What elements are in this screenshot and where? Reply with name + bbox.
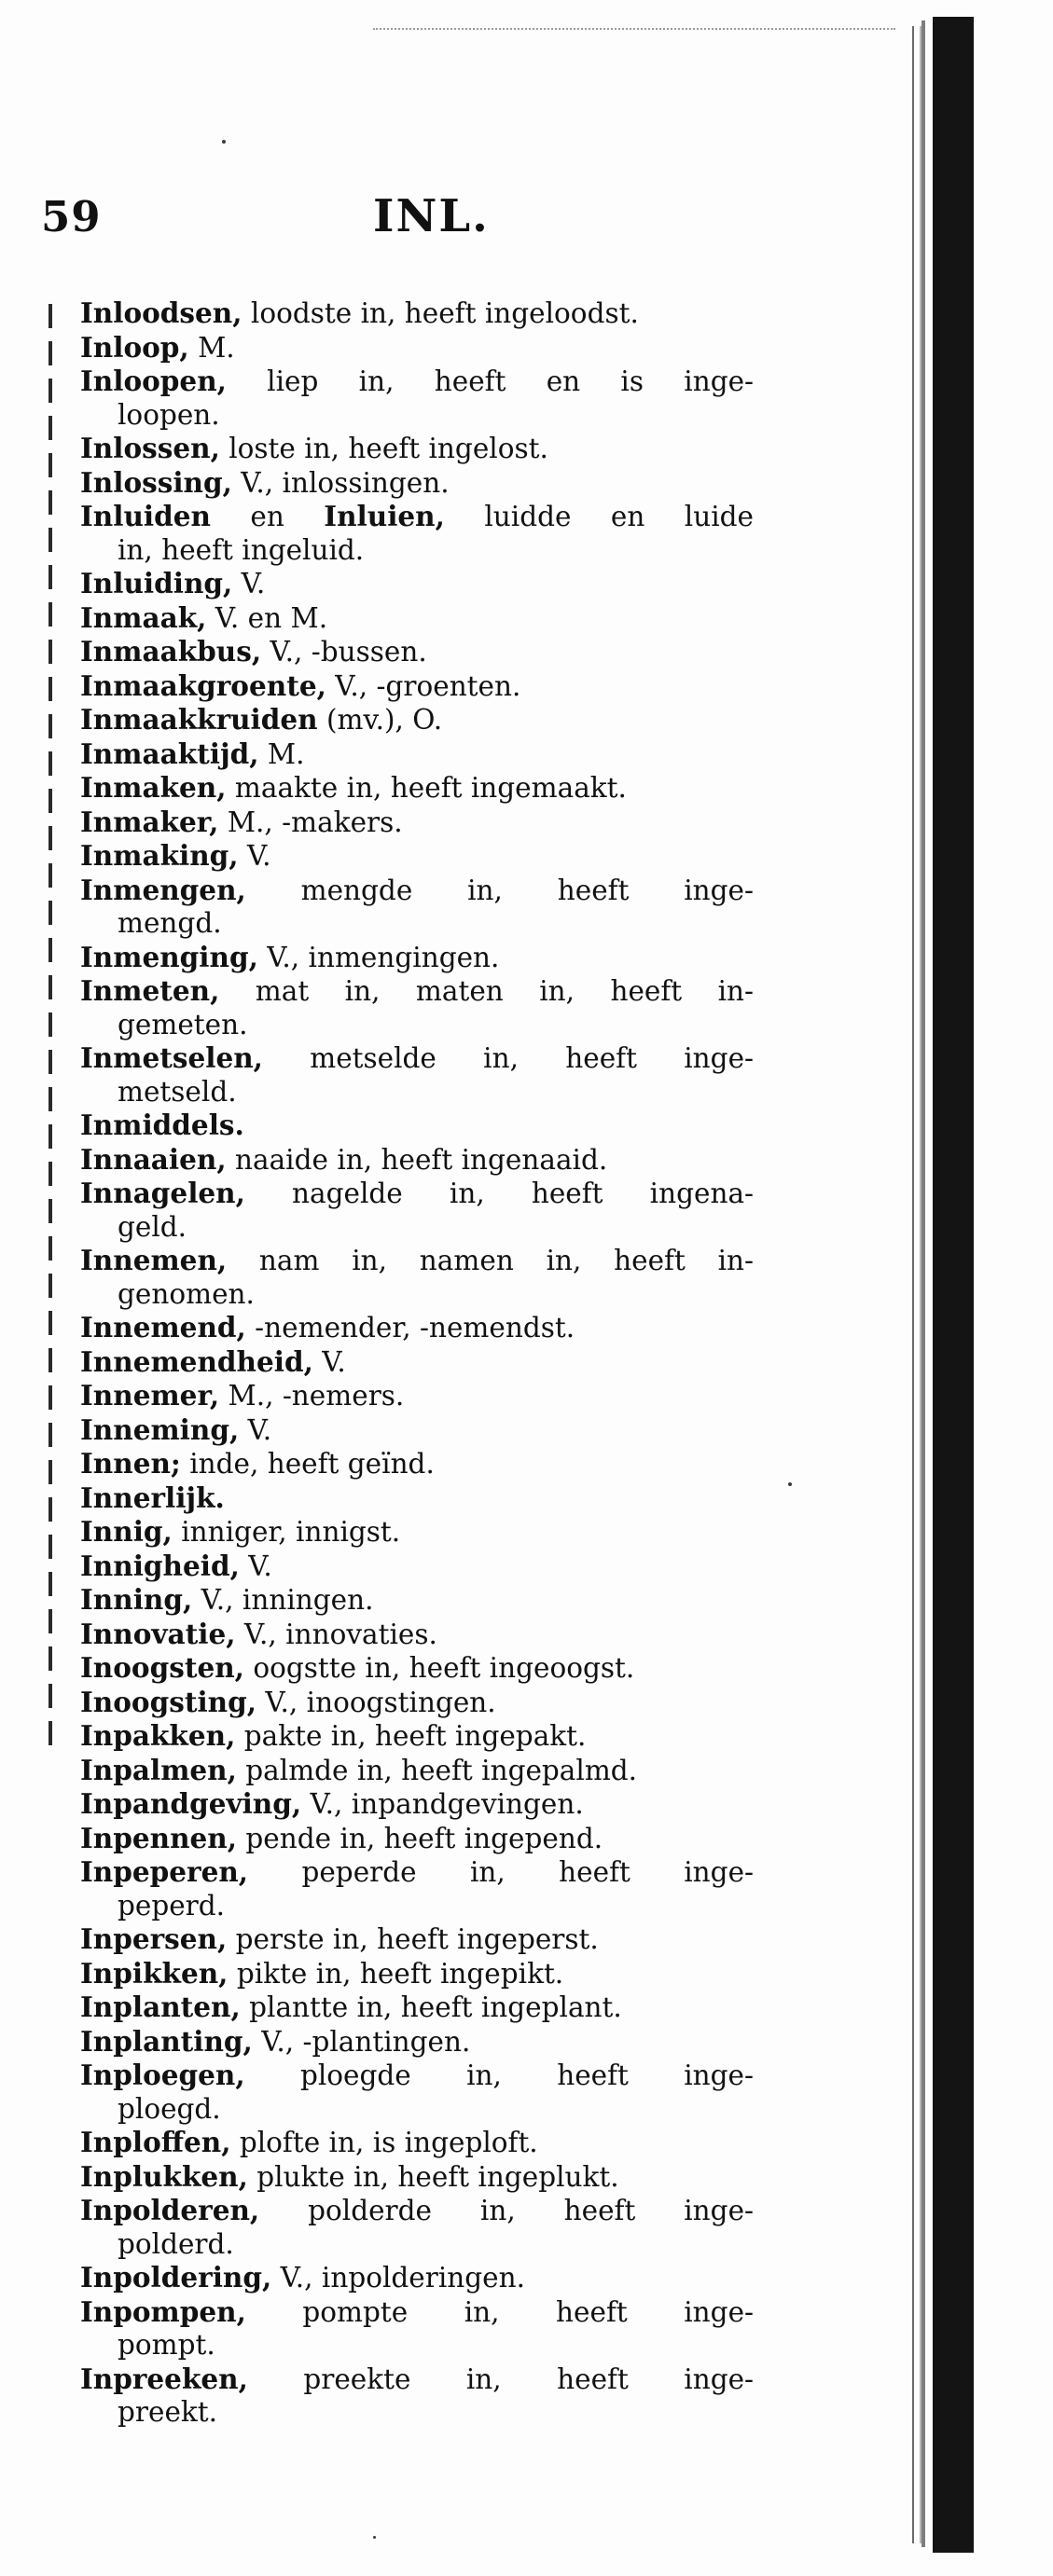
entry-headword: Inpompen, xyxy=(80,2294,246,2328)
entry-definition: geld. xyxy=(118,1210,187,1243)
entry-headword: Innemen, xyxy=(80,1244,228,1276)
entry-headword: Inmenging, xyxy=(80,940,258,973)
entry-line xyxy=(80,296,754,331)
entry-headword: Inpennen, xyxy=(80,1821,238,1854)
entry-headword: Inneming, xyxy=(80,1412,240,1446)
entry-continuation xyxy=(80,1278,754,1312)
entry-definition: perste in, heeft ingeperst. xyxy=(227,1923,599,1955)
dictionary-entry xyxy=(80,1311,754,1345)
entry-headword: Inpikken, xyxy=(80,1956,229,1990)
entry-line xyxy=(80,2194,754,2228)
entry-definition: luidde en luide xyxy=(444,501,754,532)
dictionary-entry xyxy=(80,1822,754,1856)
entry-line xyxy=(80,1787,754,1822)
dictionary-entry xyxy=(80,1651,754,1686)
entry-line xyxy=(80,703,754,737)
entry-definition: nagelde in, heeft ingena- xyxy=(244,1178,754,1209)
entry-definition: inniger, innigst. xyxy=(172,1516,401,1548)
dictionary-entry xyxy=(80,941,754,975)
dictionary-entry xyxy=(80,1109,754,1143)
entry-line xyxy=(80,2025,754,2059)
dictionary-entry xyxy=(80,331,754,365)
entry-headword: Innemend, xyxy=(80,1311,246,1343)
entry-line xyxy=(80,1550,754,1584)
dictionary-entry xyxy=(80,1957,754,1991)
entry-line xyxy=(80,2261,754,2295)
dictionary-entry xyxy=(80,1787,754,1822)
entry-continuation xyxy=(80,399,754,433)
dictionary-entry xyxy=(80,2362,754,2430)
entry-line xyxy=(80,466,754,501)
entry-line xyxy=(80,1754,754,1788)
entry-headword: Inmeten, xyxy=(80,974,220,1007)
entry-definition: pende in, heeft ingepend. xyxy=(237,1822,603,1854)
dictionary-entry xyxy=(80,2295,754,2362)
entry-line xyxy=(80,567,754,601)
entry-definition: mat in, maten in, heeft in- xyxy=(219,975,754,1007)
entry-headword: Inoogsten, xyxy=(80,1651,244,1684)
dictionary-entry xyxy=(80,1481,754,1516)
dictionary-entry xyxy=(80,500,754,567)
entry-line xyxy=(80,839,754,874)
entry-definition: V., -groenten. xyxy=(326,669,521,702)
dictionary-entry xyxy=(80,1447,754,1481)
dictionary-entry xyxy=(80,2059,754,2126)
entry-headword: Inploffen, xyxy=(80,2126,231,2158)
entry-conjunction: en xyxy=(210,501,325,532)
entry-continuation xyxy=(80,2093,754,2127)
dictionary-entry xyxy=(80,1515,754,1550)
entry-line xyxy=(80,1447,754,1481)
entry-definition: V., inoogstingen. xyxy=(256,1686,496,1718)
entry-definition: naaide in, heeft ingenaaid. xyxy=(226,1143,608,1176)
entry-line xyxy=(80,500,754,534)
entry-line xyxy=(80,737,754,772)
entry-line xyxy=(80,1991,754,2025)
entry-line xyxy=(80,1618,754,1652)
dictionary-entry xyxy=(80,1379,754,1413)
entry-headword: Innemer, xyxy=(80,1379,220,1412)
entry-line xyxy=(80,1481,754,1516)
entry-continuation xyxy=(80,2228,754,2262)
entry-continuation xyxy=(80,907,754,941)
dictionary-entry xyxy=(80,567,754,601)
entry-line xyxy=(80,1379,754,1413)
entry-definition: liep in, heeft en is inge- xyxy=(226,365,754,397)
dictionary-entry xyxy=(80,601,754,636)
entry-continuation xyxy=(80,1009,754,1042)
dictionary-entry xyxy=(80,296,754,331)
entry-headword: Inloodsen, xyxy=(80,296,242,329)
entry-definition: metseld. xyxy=(118,1075,237,1108)
dictionary-entry xyxy=(80,1583,754,1618)
entry-definition: loste in, heeft ingelost. xyxy=(219,433,548,464)
entry-definition: peperd. xyxy=(118,1889,226,1922)
entry-line xyxy=(80,1855,754,1890)
entry-line xyxy=(80,1686,754,1720)
page-number: 59 xyxy=(41,192,102,241)
book-spine-shadow xyxy=(933,17,974,2553)
entry-definition: metselde in, heeft inge- xyxy=(262,1042,754,1074)
entry-headword: Innovatie, xyxy=(80,1617,236,1650)
entry-definition: (mv.), O. xyxy=(317,704,443,736)
ink-speck xyxy=(788,1482,792,1486)
entry-definition: V. xyxy=(238,840,271,872)
entry-headword: Innaaien, xyxy=(80,1142,227,1176)
entry-definition: V., -plantingen. xyxy=(252,2025,471,2058)
entry-line xyxy=(80,1345,754,1380)
entry-headword: Inplanten, xyxy=(80,1991,241,2023)
entry-definition: maakte in, heeft ingemaakt. xyxy=(226,772,627,804)
entry-line xyxy=(80,1515,754,1550)
entry-headword: Inmaaktijd, xyxy=(80,737,259,770)
entry-headword: Inplukken, xyxy=(80,2159,248,2193)
dictionary-entry xyxy=(80,432,754,466)
dictionary-entry xyxy=(80,1244,754,1311)
entry-definition: V. xyxy=(239,1413,272,1446)
entry-definition: V., innovaties. xyxy=(235,1618,437,1650)
entry-continuation xyxy=(80,1076,754,1109)
entry-definition: V., -bussen. xyxy=(261,636,427,668)
entry-definition: pakte in, heeft ingepakt. xyxy=(235,1720,587,1752)
entry-headword: Inlossen, xyxy=(80,432,220,464)
entry-line xyxy=(80,432,754,466)
entry-headword: Inpandgeving, xyxy=(80,1787,302,1820)
dictionary-entry xyxy=(80,2261,754,2295)
entry-definition: genomen. xyxy=(118,1277,255,1310)
dictionary-entry xyxy=(80,1177,754,1244)
entry-line xyxy=(80,1822,754,1856)
dictionary-entry xyxy=(80,2126,754,2160)
dictionary-entry xyxy=(80,1686,754,1720)
dictionary-entry xyxy=(80,974,754,1041)
entry-line xyxy=(80,771,754,806)
entry-definition: oogstte in, heeft ingeoogst. xyxy=(243,1652,635,1684)
dictionary-entry-list xyxy=(80,296,754,2430)
entry-line xyxy=(80,874,754,908)
entry-line xyxy=(80,2160,754,2195)
entry-headword: Inpalmen, xyxy=(80,1753,237,1786)
entry-definition: peperde in, heeft inge- xyxy=(248,1856,754,1888)
entry-definition: V. xyxy=(232,568,266,599)
entry-line xyxy=(80,2295,754,2330)
entry-definition: plantte in, heeft ingeplant. xyxy=(240,1991,622,2023)
entry-line xyxy=(80,1109,754,1143)
dictionary-entry xyxy=(80,1754,754,1788)
entry-definition: polderd. xyxy=(118,2227,234,2260)
entry-headword: Innigheid, xyxy=(80,1549,240,1582)
entry-headword: Inploegen, xyxy=(80,2059,245,2091)
entry-definition: mengde in, heeft inge- xyxy=(245,874,754,906)
entry-headword: Inluiding, xyxy=(80,567,233,599)
entry-definition: -nemender, -nemendst. xyxy=(245,1312,575,1343)
entry-definition: loodste in, heeft ingeloodst. xyxy=(242,297,639,329)
entry-definition: in, heeft ingeluid. xyxy=(118,533,365,566)
entry-headword: Inmaker, xyxy=(80,805,219,838)
entry-definition: V. en M. xyxy=(206,601,328,634)
entry-definition: V., inpolderingen. xyxy=(271,2262,526,2294)
entry-definition: V. xyxy=(239,1550,272,1582)
entry-definition: gemeten. xyxy=(118,1008,248,1040)
entry-definition: V., inmengingen. xyxy=(257,941,500,973)
entry-headword: Innen; xyxy=(80,1447,181,1480)
entry-continuation xyxy=(80,534,754,568)
dictionary-entry xyxy=(80,806,754,840)
entry-continuation xyxy=(80,2329,754,2362)
entry-definition: inde, heeft geïnd. xyxy=(180,1448,435,1480)
ink-speck xyxy=(373,2536,376,2539)
entry-line xyxy=(80,1041,754,1076)
entry-headword: Innerlijk. xyxy=(80,1481,225,1514)
entry-line xyxy=(80,1583,754,1618)
dictionary-entry xyxy=(80,2025,754,2059)
entry-line xyxy=(80,2362,754,2397)
entry-line xyxy=(80,1311,754,1345)
entry-definition: pompt. xyxy=(118,2329,215,2361)
top-edge-rule xyxy=(373,28,895,30)
entry-line xyxy=(80,1651,754,1686)
entry-headword: Inplanting, xyxy=(80,2024,253,2058)
entry-continuation xyxy=(80,1211,754,1245)
entry-line xyxy=(80,365,754,399)
dictionary-entry xyxy=(80,1618,754,1652)
entry-headword: Inmaking, xyxy=(80,839,239,872)
entry-headword: Inning, xyxy=(80,1583,193,1616)
entry-definition: mengd. xyxy=(118,907,222,939)
entry-headword: Inmengen, xyxy=(80,873,246,906)
entry-line xyxy=(80,635,754,669)
dictionary-entry xyxy=(80,1991,754,2025)
entry-headword: Innemendheid, xyxy=(80,1344,313,1378)
entry-definition: M. xyxy=(258,737,305,770)
entry-line xyxy=(80,601,754,636)
entry-definition: palmde in, heeft ingepalmd. xyxy=(236,1754,638,1786)
entry-line xyxy=(80,2126,754,2160)
entry-line xyxy=(80,941,754,975)
entry-headword: Inoogsting, xyxy=(80,1685,257,1718)
entry-definition: V., inlossingen. xyxy=(231,466,450,499)
margin-rule-marks xyxy=(48,304,52,1758)
entry-headword: Inpolderen, xyxy=(80,2194,260,2226)
entry-headword: Inlossing, xyxy=(80,465,232,499)
entry-headword: Inpoldering, xyxy=(80,2261,272,2294)
dictionary-entry xyxy=(80,635,754,669)
dictionary-entry xyxy=(80,839,754,874)
entry-headword: Inmaak, xyxy=(80,600,207,634)
entry-definition: plukte in, heeft ingeplukt. xyxy=(247,2160,619,2193)
entry-definition: M., -makers. xyxy=(218,806,403,838)
entry-line xyxy=(80,806,754,840)
dictionary-entry xyxy=(80,1041,754,1109)
entry-definition: pompte in, heeft inge- xyxy=(245,2295,754,2328)
dictionary-entry xyxy=(80,703,754,737)
dictionary-entry xyxy=(80,365,754,432)
entry-definition: M., -nemers. xyxy=(219,1380,405,1412)
entry-line xyxy=(80,1177,754,1211)
entry-headword: Inmetselen, xyxy=(80,1041,263,1074)
dictionary-entry xyxy=(80,874,754,941)
dictionary-entry xyxy=(80,737,754,772)
entry-definition: loopen. xyxy=(118,398,220,431)
entry-line xyxy=(80,331,754,365)
dictionary-entry xyxy=(80,771,754,806)
book-spine-edge xyxy=(912,26,921,2543)
entry-continuation xyxy=(80,1890,754,1923)
entry-line xyxy=(80,1922,754,1957)
entry-definition: preekte in, heeft inge- xyxy=(247,2362,754,2395)
entry-line xyxy=(80,1413,754,1448)
entry-definition: plofte in, is ingeploft. xyxy=(230,2127,538,2158)
entry-headword: Inmaakkruiden xyxy=(80,703,318,736)
dictionary-entry xyxy=(80,1855,754,1922)
running-header: INL. xyxy=(373,190,490,242)
entry-headword: Innagelen, xyxy=(80,1177,245,1209)
dictionary-entry xyxy=(80,1143,754,1178)
entry-line xyxy=(80,1719,754,1754)
entry-continuation xyxy=(80,2396,754,2430)
entry-headword-alt: Inluien, xyxy=(324,500,445,532)
entry-headword: Inloop, xyxy=(80,330,189,364)
entry-headword: Inluiden xyxy=(80,500,211,532)
book-spine-edge-inner xyxy=(921,21,925,2547)
entry-definition: V., inningen. xyxy=(192,1584,374,1616)
entry-line xyxy=(80,669,754,704)
dictionary-entry xyxy=(80,2194,754,2261)
dictionary-entry xyxy=(80,1345,754,1380)
entry-line xyxy=(80,974,754,1009)
dictionary-entry xyxy=(80,466,754,501)
entry-line xyxy=(80,2059,754,2093)
entry-definition: ploegde in, heeft inge- xyxy=(244,2059,754,2091)
ink-speck xyxy=(222,140,226,144)
dictionary-entry xyxy=(80,1413,754,1448)
entry-definition: preekt. xyxy=(118,2396,218,2428)
entry-headword: Inpreeken, xyxy=(80,2362,248,2395)
entry-headword: Inpersen, xyxy=(80,1922,228,1955)
dictionary-entry xyxy=(80,669,754,704)
dictionary-entry xyxy=(80,1550,754,1584)
entry-definition: V. xyxy=(312,1345,346,1378)
entry-headword: Inmaken, xyxy=(80,771,227,804)
dictionary-entry xyxy=(80,2160,754,2195)
entry-definition: M. xyxy=(188,331,235,364)
entry-line xyxy=(80,1957,754,1991)
entry-headword: Inmiddels. xyxy=(80,1109,244,1141)
dictionary-entry xyxy=(80,1719,754,1754)
dictionary-entry xyxy=(80,1922,754,1957)
entry-headword: Inloopen, xyxy=(80,365,227,397)
entry-definition: polderde in, heeft inge- xyxy=(259,2195,754,2226)
entry-line xyxy=(80,1143,754,1178)
entry-definition: ploegd. xyxy=(118,2092,221,2125)
entry-headword: Inmaakgroente, xyxy=(80,668,326,702)
entry-headword: Inmaakbus, xyxy=(80,635,262,668)
entry-line xyxy=(80,1244,754,1278)
entry-definition: nam in, namen in, heeft in- xyxy=(227,1245,754,1276)
entry-headword: Inpeperen, xyxy=(80,1855,249,1888)
entry-headword: Innig, xyxy=(80,1515,173,1548)
entry-definition: pikte in, heeft ingepikt. xyxy=(228,1957,564,1990)
entry-definition: V., inpandgevingen. xyxy=(301,1788,584,1820)
entry-headword: Inpakken, xyxy=(80,1719,236,1752)
